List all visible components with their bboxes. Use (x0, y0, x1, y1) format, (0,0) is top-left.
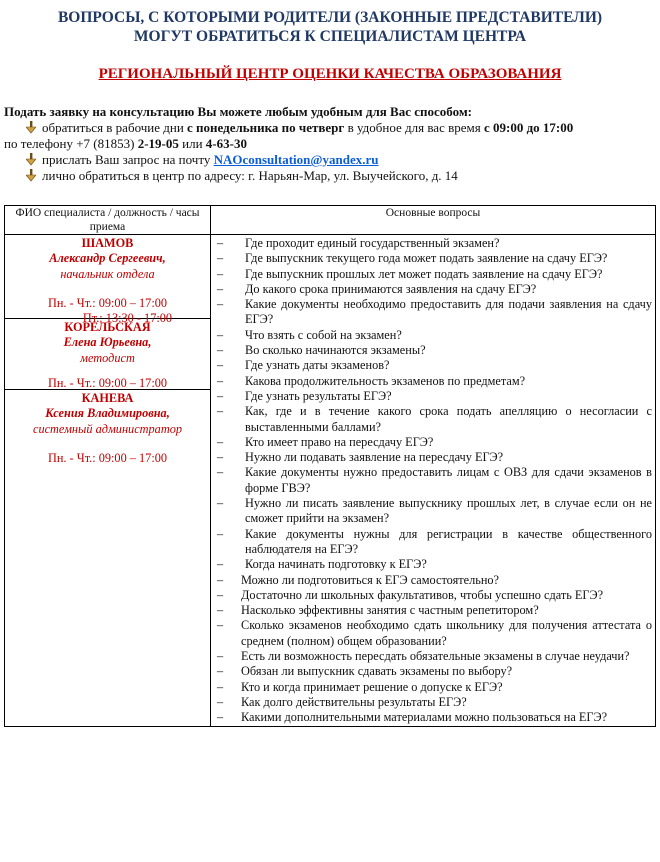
contact-item-hours: обратиться в рабочие дни с понедельника по четверг в удобное для вас время с 09:00 до 17:00 (4, 120, 656, 136)
dash-bullet: – (217, 373, 224, 388)
question-text: Есть ли возможность пересдать обязательные экзамены в случае неудачи? (241, 649, 630, 664)
list-item (211, 557, 655, 572)
list-item (211, 573, 655, 588)
list-item (211, 404, 655, 435)
question-text: Кто и когда принимает решение о допуске к ЕГЭ? (241, 679, 503, 694)
list-item (211, 450, 655, 465)
table-header-row (5, 206, 656, 235)
header-specialist: ФИО специалиста / должность / часы приема (5, 206, 211, 235)
list-item (211, 435, 655, 450)
dash-bullet: – (217, 266, 224, 281)
page-title: ВОПРОСЫ, С КОТОРЫМИ РОДИТЕЛИ (ЗАКОННЫЕ ПРЕДСТАВИТЕЛИ) МОГУТ ОБРАТИТЬСЯ К СПЕЦИАЛИСТАМ ЦЕНТРА (57, 9, 603, 45)
question-text: Как, где и в течение какого срока подать апелляцию о несогласии с выставленными баллами? (245, 404, 652, 434)
specialist-card: КАНЕВА Ксения Владимировна, системный администратор Пн. - Чт.: 09:00 – 17:00 (32, 391, 183, 465)
question-text: Что взять с собой на экзамен? (245, 327, 402, 342)
list-item (211, 358, 655, 373)
dash-bullet: – (217, 404, 224, 419)
dash-bullet: – (217, 450, 224, 465)
specialist-card: КОРЕЛЬСКАЯ Елена Юрьевна, методист Пн. - Чт.: 09:00 – 17:00 (5, 319, 210, 390)
arrow-bullet-icon (26, 169, 36, 182)
question-text: Как долго действительны результаты ЕГЭ? (241, 694, 467, 709)
dash-bullet: – (217, 343, 224, 358)
arrow-bullet-icon (26, 121, 36, 134)
list-item (211, 465, 655, 496)
contact-item-email: прислать Ваш запрос на почту NAOconsultation@yandex.ru (4, 152, 656, 168)
specialists-column (5, 235, 211, 727)
list-item (211, 343, 655, 358)
dash-bullet: – (217, 388, 224, 403)
question-text: Нужно ли подавать заявление на пересдачу ЕГЭ? (245, 450, 504, 465)
dash-bullet: – (217, 710, 224, 725)
question-text: Где выпускник текущего года может подать заявление на сдачу ЕГЭ? (245, 251, 608, 266)
list-item (211, 527, 655, 558)
arrow-bullet-icon (26, 153, 36, 166)
dash-bullet: – (217, 572, 224, 587)
questions-list (211, 236, 655, 726)
dash-bullet: – (217, 434, 224, 449)
list-item (211, 282, 655, 297)
list-item (211, 267, 655, 282)
question-text: Во сколько начинаются экзамены? (245, 343, 426, 358)
question-text: Сколько экзаменов необходимо сдать школьнику для получения аттестата о среднем (полном) общем образовании? (241, 618, 652, 648)
question-text: Какие документы нужно предоставить лицам с ОВЗ для сдачи экзаменов в форме ГВЭ? (245, 465, 652, 495)
header-questions: Основные вопросы (211, 206, 656, 235)
question-text: Насколько эффективны занятия с частным репетитором? (241, 603, 539, 618)
dash-bullet: – (217, 251, 224, 266)
list-item (211, 389, 655, 404)
list-item (211, 236, 655, 251)
question-text: Какие документы нужны для регистрации в качестве общественного наблюдателя на ЕГЭ? (245, 526, 652, 556)
dash-bullet: – (217, 526, 224, 541)
center-name: РЕГИОНАЛЬНЫЙ ЦЕНТР ОЦЕНКИ КАЧЕСТВА ОБРАЗОВАНИЯ (98, 66, 562, 82)
list-item (211, 680, 655, 695)
contact-item-address: лично обратиться в центр по адресу: г. Нарьян-Мар, ул. Выучейского, д. 14 (4, 168, 656, 184)
list-item (211, 695, 655, 710)
list-item (211, 710, 655, 725)
table-body-row (5, 235, 656, 727)
dash-bullet: – (217, 587, 224, 602)
question-text: Можно ли подготовиться к ЕГЭ самостоятельно? (241, 572, 499, 587)
question-text: Достаточно ли школьных факультативов, чтобы успешно сдать ЕГЭ? (241, 587, 604, 602)
list-item (211, 297, 655, 328)
dash-bullet: – (217, 496, 224, 511)
question-text: Какова продолжительность экзаменов по предметам? (245, 373, 526, 388)
dash-bullet: – (217, 236, 224, 250)
dash-bullet: – (217, 694, 224, 709)
question-text: Нужно ли писать заявление выпускнику прошлых лет, в случае если он не сможет прийти на экзамен? (245, 496, 652, 526)
contact-item-phone: по телефону +7 (81853) 2-19-05 или 4-63-30 (4, 136, 247, 151)
question-text: Где проходит единый государственный экзамен? (245, 236, 500, 250)
dash-bullet: – (217, 603, 224, 618)
question-text: Где узнать даты экзаменов? (245, 358, 390, 373)
question-text: Когда начинать подготовку к ЕГЭ? (245, 557, 427, 572)
dash-bullet: – (217, 281, 224, 296)
dash-bullet: – (217, 679, 224, 694)
question-text: Где узнать результаты ЕГЭ? (245, 388, 392, 403)
questions-table (4, 205, 656, 727)
list-item (211, 618, 655, 649)
question-text: Какими дополнительными материалами можно пользоваться на ЕГЭ? (241, 710, 608, 725)
list-item (211, 496, 655, 527)
contact-info (4, 104, 656, 184)
question-text: Кто имеет право на пересдачу ЕГЭ? (245, 434, 434, 449)
question-text: Какие документы необходимо предоставить для подачи заявления на сдачу ЕГЭ? (245, 297, 652, 327)
specialist-card: ШАМОВ Александр Сергеевич, начальник отдела Пн. - Чт.: 09:00 – 17:00 Пт.: 13:30 - 17:00 (5, 235, 210, 319)
contact-heading: Подать заявку на консультацию Вы можете любым удобным для Вас способом: (4, 104, 473, 119)
list-item (211, 374, 655, 389)
dash-bullet: – (217, 297, 224, 312)
list-item (211, 251, 655, 266)
dash-bullet: – (217, 465, 224, 480)
list-item (211, 649, 655, 664)
list-item (211, 588, 655, 603)
list-item (211, 328, 655, 343)
question-text: Обязан ли выпускник сдавать экзамены по выбору? (241, 664, 513, 679)
email-link[interactable]: NAOconsultation@yandex.ru (213, 152, 379, 167)
dash-bullet: – (217, 618, 224, 633)
dash-bullet: – (217, 358, 224, 373)
question-text: Где выпускник прошлых лет может подать заявление на сдачу ЕГЭ? (245, 266, 603, 281)
dash-bullet: – (217, 664, 224, 679)
question-text: До какого срока принимаются заявления на сдачу ЕГЭ? (245, 281, 537, 296)
dash-bullet: – (217, 557, 224, 572)
list-item (211, 664, 655, 679)
questions-column (211, 235, 656, 727)
list-item (211, 603, 655, 618)
dash-bullet: – (217, 649, 224, 664)
dash-bullet: – (217, 327, 224, 342)
